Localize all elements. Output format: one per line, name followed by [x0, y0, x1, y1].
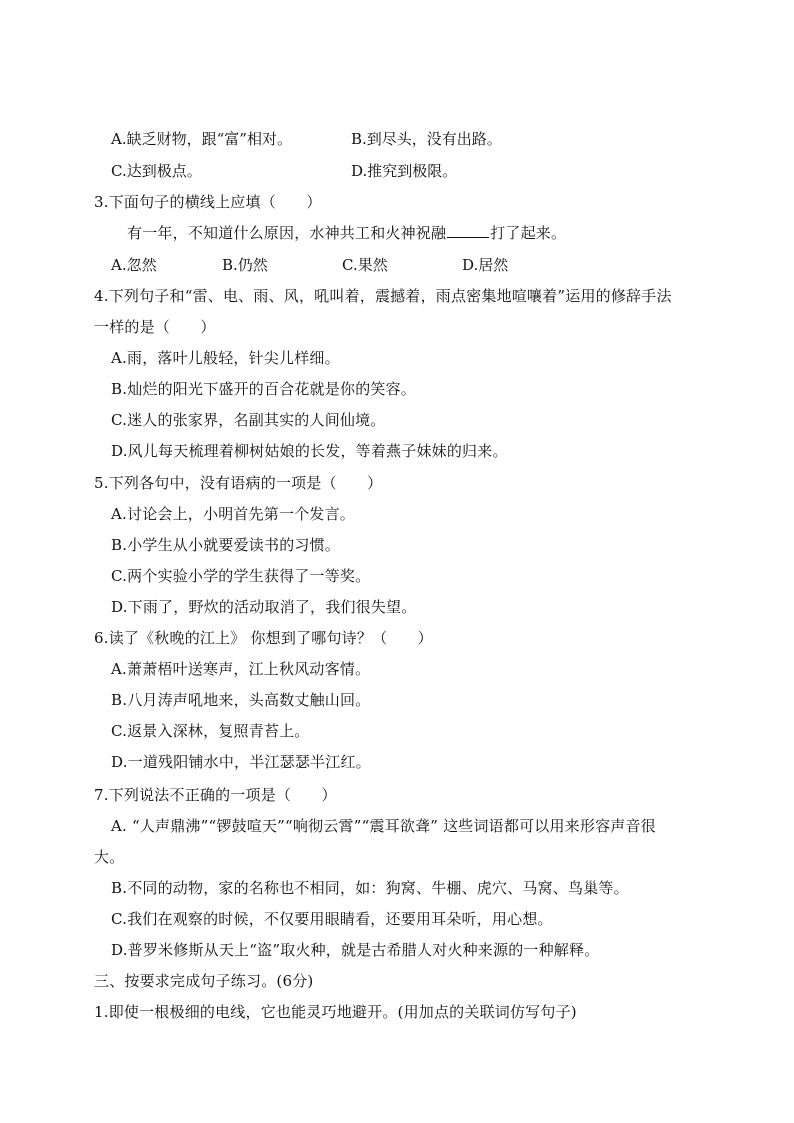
q3-option-a: A.忽然	[111, 256, 157, 274]
q4-stem-line2: 一样的是（ ）	[94, 318, 216, 336]
q5-option-b: B.小学生从小就要爱读书的习惯。	[111, 536, 340, 554]
q3-answer-blank	[447, 223, 489, 238]
q4-stem-line1: 4.下列句子和“雷、电、雨、风，吼叫着，震撼着，雨点密集地喧嚷着”运用的修辞手法	[94, 287, 672, 305]
q3-option-d: D.居然	[462, 256, 509, 274]
q3-option-c: C.果然	[342, 256, 388, 274]
q2-option-a: A.缺乏财物，跟“富”相对。	[111, 130, 292, 148]
q6-option-a: A.萧萧梧叶送寒声，江上秋风动客情。	[111, 660, 371, 678]
q6-option-b: B.八月涛声吼地来，头高数丈触山回。	[111, 691, 371, 709]
q3-option-b: B.仍然	[222, 256, 268, 274]
q5-option-c: C.两个实验小学的学生获得了一等奖。	[111, 567, 371, 585]
q7-option-c: C.我们在观察的时候，不仅要用眼睛看，还要用耳朵听，用心想。	[111, 910, 553, 928]
q6-option-c: C.返景入深林，复照青苔上。	[111, 722, 310, 740]
q4-option-b: B.灿烂的阳光下盛开的百合花就是你的笑容。	[111, 380, 416, 398]
q5-option-d: D.下雨了，野炊的活动取消了，我们很失望。	[111, 598, 417, 616]
q2-option-b: B.到尽头，没有出路。	[351, 130, 502, 148]
q3-sentence-before: 有一年，不知道什么原因，水神共工和火神祝融	[127, 224, 447, 242]
q2-option-d: D.推究到极限。	[351, 162, 458, 180]
q7-option-a-line1: A. “人声鼎沸”“锣鼓喧天”“响彻云霄”“震耳欲聋” 这些词语都可以用来形容声音很	[111, 817, 656, 835]
q6-stem: 6.读了《秋晚的江上》 你想到了哪句诗？（ ）	[94, 629, 433, 647]
q2-option-c: C.达到极点。	[111, 162, 202, 180]
q4-option-c: C.迷人的张家界，名副其实的人间仙境。	[111, 411, 386, 429]
q5-option-a: A.讨论会上，小明首先第一个发言。	[111, 505, 356, 523]
q5-stem: 5.下列各句中，没有语病的一项是（ ）	[94, 474, 383, 492]
q7-option-a-line2: 大。	[94, 848, 125, 866]
q6-option-d: D.一道残阳铺水中，半江瑟瑟半江红。	[111, 753, 371, 771]
q3-sentence-after: 打了起来。	[490, 224, 567, 242]
q3-sentence	[127, 223, 566, 243]
q4-option-a: A.雨，落叶儿般轻，针尖儿样细。	[111, 349, 340, 367]
q3-stem: 3.下面句子的横线上应填（ ）	[94, 193, 322, 211]
section3-heading: 三、按要求完成句子练习。(6分)	[94, 972, 314, 990]
q7-option-b: B.不同的动物，家的名称也不相同，如：狗窝、牛棚、虎穴、马窝、鸟巢等。	[111, 879, 629, 897]
q7-stem: 7.下列说法不正确的一项是（ ）	[94, 786, 337, 804]
q4-option-d: D.风儿每天梳理着柳树姑娘的长发，等着燕子妹妹的归来。	[111, 442, 508, 460]
q7-option-d: D.普罗米修斯从天上“盗”取火种，就是古希腊人对火种来源的一种解释。	[111, 941, 600, 959]
section3-q1: 1.即使一根极细的电线，它也能灵巧地避开。(用加点的关联词仿写句子)	[94, 1003, 577, 1021]
